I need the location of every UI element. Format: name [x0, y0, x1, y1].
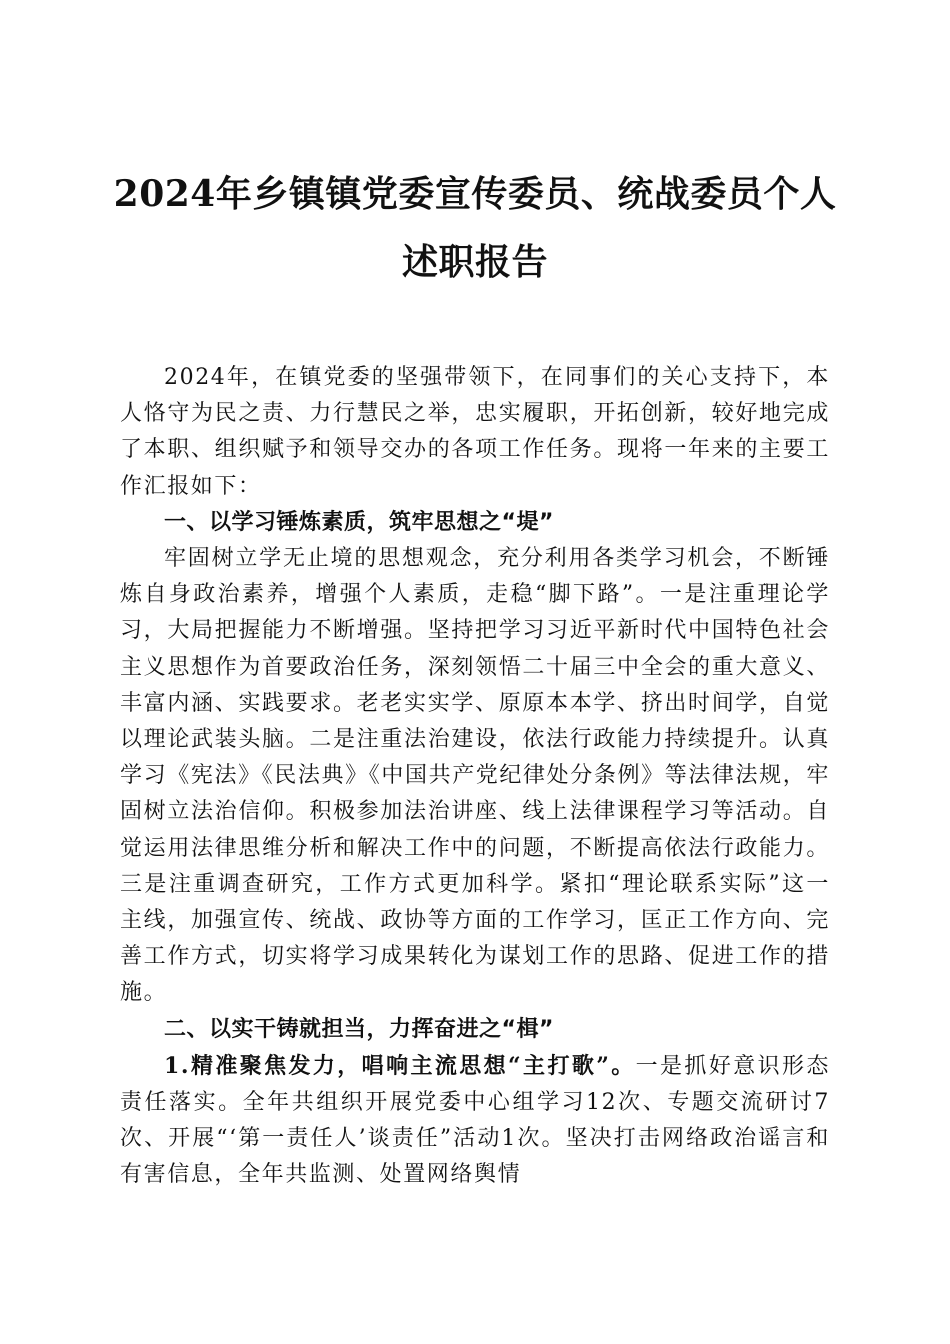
document-body	[120, 360, 830, 1194]
section-1-paragraph: 牢固树立学无止境的思想观念，充分利用各类学习机会，不断锤炼自身政治素养，增强个人素质，走稳“脚下路”。一是注重理论学习，大局把握能力不断增强。坚持把学习习近平新时代中国特色社会主义思想作为首要政治任务，深刻领悟二十届三中全会的重大意义、丰富内涵、实践要求。老老实实学、原原本本学、挤出时间学，自觉以理论武装头脑。二是注重法治建设，依法行政能力持续提升。认真学习《宪法》《民法典》《中国共产党纪律处分条例》等法律法规，牢固树立法治信仰。积极参加法治讲座、线上法律课程学习等活动。自觉运用法律思维分析和解决工作中的问题，不断提高依法行政能力。三是注重调查研究，工作方式更加科学。紧扣“理论联系实际”这一主线，加强宣传、统战、政协等方面的工作学习，匡正工作方向、完善工作方式，切实将学习成果转化为谋划工作的思路、促进工作的措施。	[120, 546, 830, 1006]
section-2-item-1-paragraph	[120, 1048, 830, 1194]
section-1-heading: 一、以学习锤炼素质，筑牢思想之“堤”	[164, 509, 554, 535]
intro-paragraph: 2024年，在镇党委的坚强带领下，在同事们的关心支持下，本人恪守为民之责、力行慧民之举，忠实履职，开拓创新，较好地完成了本职、组织赋予和领导交办的各项工作任务。现将一年来的主要工作汇报如下：	[120, 365, 830, 499]
section-2-heading: 二、以实干铸就担当，力挥奋进之“楫”	[164, 1016, 554, 1042]
section-2-item-1-lead: 1.精准聚焦发力，唱响主流思想“主打歌”。	[164, 1052, 636, 1079]
section-2-item-1-body: 一是抓好意识形态责任落实。全年共组织开展党委中心组学习12次、专题交流研讨7次、开展“‘第一责任人’谈责任”活动1次。坚决打击网络政治谣言和有害信息，全年共监测、处置网络舆情	[120, 1053, 830, 1188]
document-title-line-1: 2024年乡镇镇党委宣传委员、统战委员个人	[113, 173, 837, 215]
document-title-line-2: 述职报告	[401, 241, 548, 283]
